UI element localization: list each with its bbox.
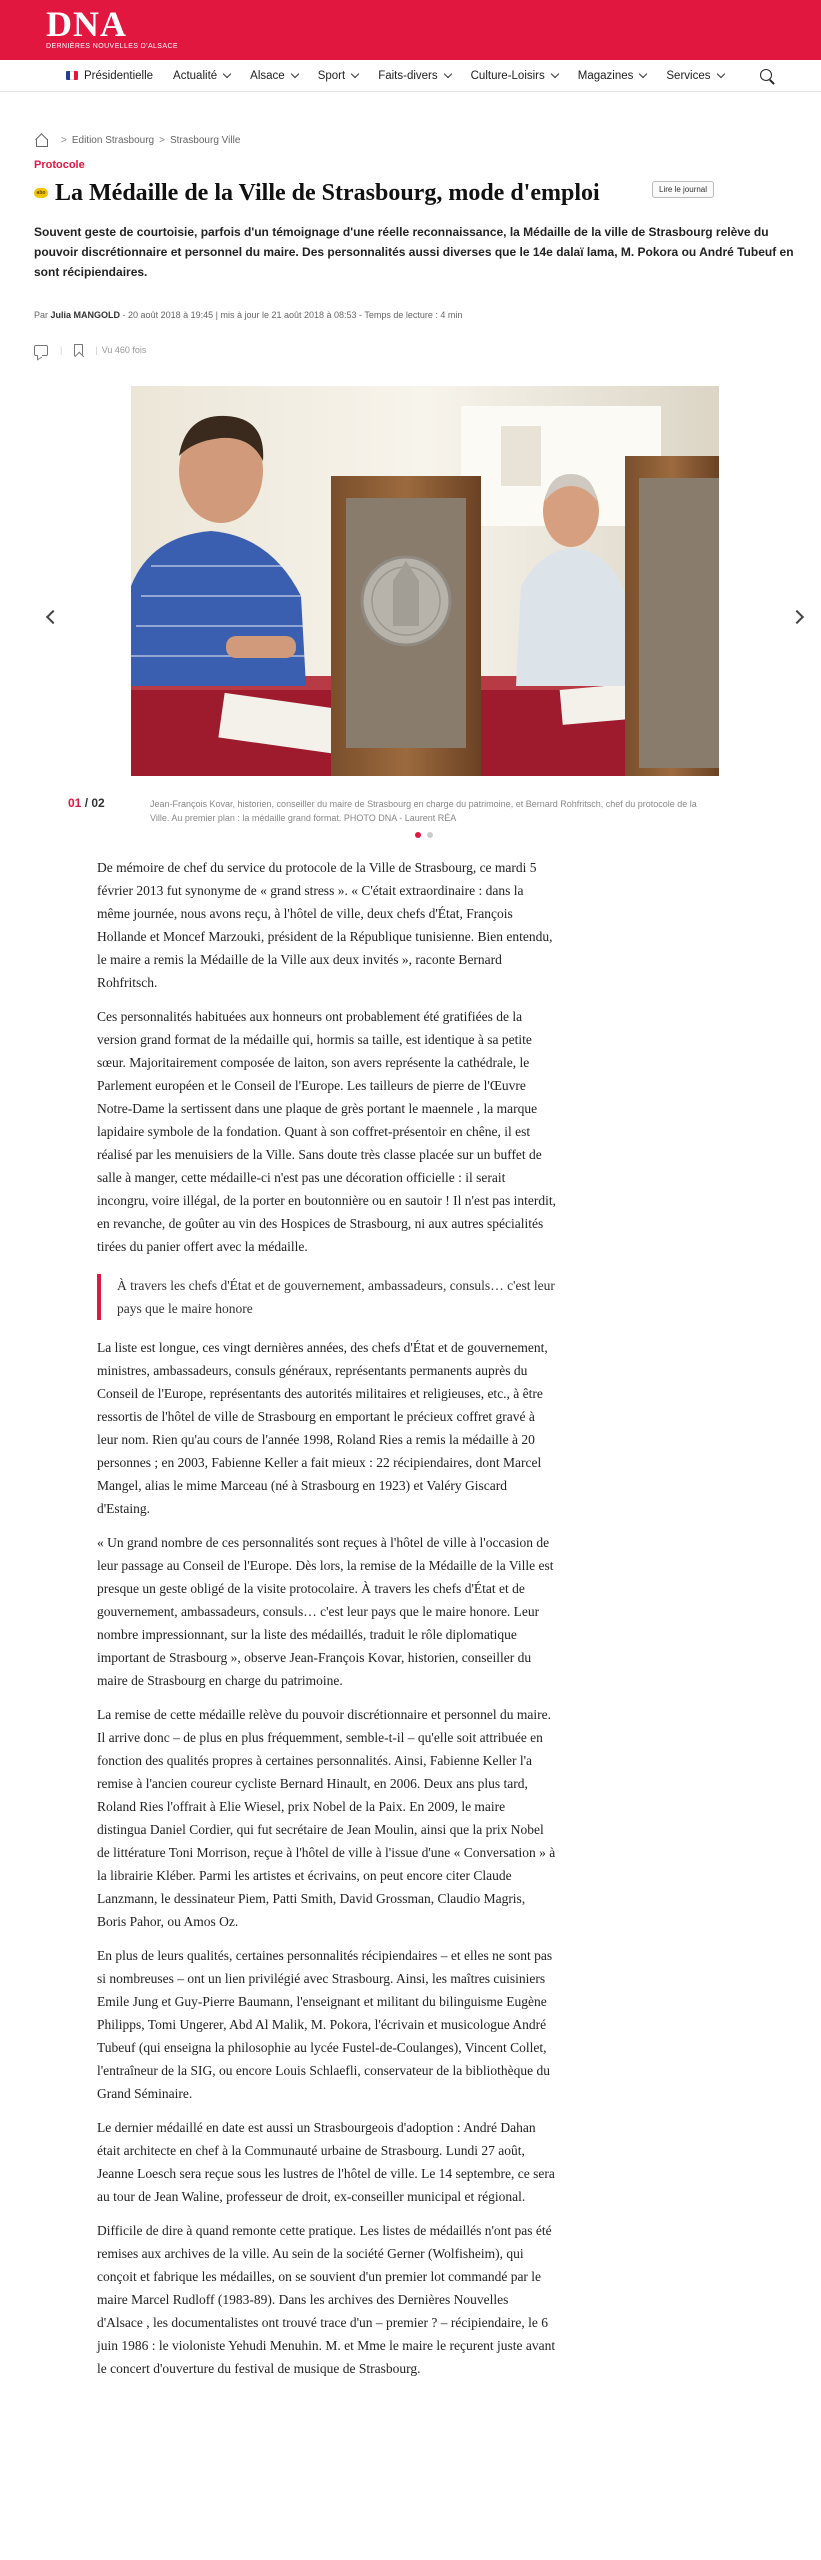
photo-counter — [68, 796, 105, 810]
nav-item-label: Culture-Loisirs — [470, 69, 545, 82]
article-rubric[interactable]: Protocole — [34, 159, 85, 171]
nav-item-label: Présidentielle — [84, 69, 154, 82]
subscriber-badge-icon: abo — [34, 188, 48, 198]
chevron-down-icon — [223, 69, 231, 77]
chevron-down-icon — [639, 69, 647, 77]
nav-item-services[interactable] — [666, 70, 723, 82]
breadcrumb-item-ville[interactable]: Strasbourg Ville — [169, 134, 241, 146]
site-logo[interactable] — [46, 6, 178, 51]
carousel-dots — [412, 832, 436, 838]
carousel-dot[interactable] — [415, 832, 421, 838]
chevron-down-icon — [290, 69, 298, 77]
logo-text: DNA — [46, 4, 127, 44]
bookmark-icon[interactable] — [74, 344, 83, 356]
pull-quote: À travers les chefs d'État et de gouvernement, ambassadeurs, consuls… c'est leur pays que le maire honore — [97, 1274, 557, 1320]
article-paragraph: Le dernier médaillé en date est aussi un Strasbourgeois d'adoption : André Dahan était architecte en chef à la Communauté urbaine de Strasbourg. Lundi 27 août, Jeanne Loesch sera reçue sous les lustres de l'hôtel de ville. Le 14 septembre, ce sera au tour de Jean Waline, professeur de droit, ex-conseiller municipal et régional. — [97, 2120, 555, 2204]
article-byline — [34, 310, 462, 320]
main-nav — [0, 60, 821, 92]
nav-item-culture-loisirs[interactable] — [471, 70, 558, 82]
article-photo[interactable] — [131, 386, 719, 776]
nav-item-label: Services — [666, 69, 711, 82]
article-paragraph: En plus de leurs qualités, certaines personnalités récipiendaires – et elles ne sont pas si nombreuses – ont un lien privilégié avec Strasbourg. Ainsi, les maîtres cuisiniers Emile Jung et Guy-Pierre Baumann, l'enseignant et militant du bilinguisme Eugène Philipps, Tomi Ungerer, Abd Al Malik, M. Pokora, l'écrivain et musicologue André Tubeuf (qui enseigna la philosophie au lycée Fustel-de-Coulanges), Vincent Collet, l'entraîneur de la SIG, ou encore Louis Schlaefli, conservateur de la bibliothèque du Grand Séminaire. — [97, 1948, 553, 2101]
photo-illustration — [131, 386, 719, 776]
nav-item-actualite[interactable] — [173, 70, 230, 82]
chevron-down-icon — [551, 69, 559, 77]
byline-dates: - 20 août 2018 à 19:45 | mis à jour le 21 août 2018 à 08:53 - Temps de lecture : 4 min — [120, 310, 463, 320]
article-paragraph: Ces personnalités habituées aux honneurs ont probablement été gratifiées de la version grand format de la médaille qui, hormis sa taille, est identique à sa petite sœur. Majoritairement composée de laiton, son avers représente la cathédrale, le Parlement européen et le Conseil de l'Europe. Les tailleurs de pierre de l'Œuvre Notre-Dame la sertissent dans une plaque de grès portant le maennele , la marque lapidaire symbole de la fondation. Quant à son coffret-présentoir en chêne, il est réalisé par les menuisiers de la Ville. Sans doute très classe placée sur un buffet de salle à manger, cette médaille-ci n'est pas une décoration officielle : il serait incongru, voire illégal, de la porter en boutonnière ou en sautoir ! Il n'est pas interdit, en revanche, de goûter au vin des Hospices de Strasbourg, ni aux autres spécialités tirées du panier offert avec la médaille. — [97, 1009, 557, 1254]
nav-item-presidentielle[interactable] — [66, 70, 153, 82]
french-flag-icon — [66, 71, 78, 80]
article-body — [97, 856, 557, 2391]
article-paragraph: « Un grand nombre de ces personnalités sont reçues à l'hôtel de ville à l'occasion de leur passage au Conseil de l'Europe. Dès lors, la remise de la Médaille de la Ville est presque un geste obligé de la visite protocolaire. À travers les chefs d'État et de gouvernement, ambassadeurs, consuls… c'est leur pays que le maire honore. Leur nombre impressionnant, sur la liste des médaillés, traduit le rôle diplomatique important de Strasbourg », observe Jean-François Kovar, historien, conseiller du maire de Strasbourg en charge du patrimoine. — [97, 1535, 554, 1688]
carousel-dot[interactable] — [427, 832, 433, 838]
nav-item-label: Sport — [317, 69, 346, 82]
chevron-down-icon — [443, 69, 451, 77]
byline-prefix: Par — [34, 310, 49, 320]
nav-item-faits-divers[interactable] — [378, 70, 450, 82]
top-banner — [0, 0, 821, 60]
article-lead: Souvent geste de courtoisie, parfois d'un témoignage d'une réelle reconnaissance, la Médaille de la ville de Strasbourg relève du pouvoir discrétionnaire et personnel du maire. Des personnalités aussi diverses que le 14e dalaï lama, M. Pokora ou André Tubeuf en sont récipiendaires. — [34, 225, 794, 279]
article-paragraph: Difficile de dire à quand remonte cette pratique. Les listes de médaillés n'ont pas été remises aux archives de la ville. Au sein de la société Gerner (Wolfisheim), qui conçoit et fabrique les médailles, on se souvient d'un premier lot commandé par le maire Marcel Rudloff (1983-89). Dans les archives des Dernières Nouvelles d'Alsace , les documentalistes ont trouvé trace d'un – premier ? – récipiendaire, le 6 juin 1986 : le violoniste Yehudi Menuhin. M. et Mme le maire le reçurent juste avant le concert d'ouverture du festival de musique de Strasbourg. — [97, 2223, 556, 2376]
breadcrumb-separator: > — [159, 134, 165, 146]
read-paper-button[interactable]: Lire le journal — [652, 181, 714, 198]
article-actions — [34, 344, 146, 356]
nav-item-label: Alsace — [250, 69, 285, 82]
photo-counter-total: / 02 — [84, 796, 105, 810]
photo-caption: Jean-François Kovar, historien, conseiller du maire de Strasbourg en charge du patrimoine, et Bernard Rohfritsch, chef du protocole de la Ville. Au premier plan : la médaille grand format. PHOTO DNA - Laurent RÉA — [150, 799, 697, 823]
view-count: Vu 460 fois — [101, 345, 147, 355]
comment-icon[interactable] — [34, 345, 48, 356]
article-paragraph: La liste est longue, ces vingt dernières années, des chefs d'État et de gouvernement, ministres, ambassadeurs, consuls généraux, représentants permanents auprès du Conseil de l'Europe, représentants des autorités militaires et religieuses, etc., à être ressortis de l'hôtel de ville de Strasbourg en emportant le précieux coffret gravé à leur nom. Rien qu'au cours de l'année 1998, Roland Ries a remis la médaille à 20 personnes ; en 2003, Fabienne Keller a fait mieux : 22 récipiendaires, dont Marcel Mangel, alias le mime Marceau (né à Strasbourg en 1923) et Valéry Giscard d'Estaing. — [97, 1340, 548, 1516]
nav-item-label: Faits-divers — [378, 69, 438, 82]
nav-item-label: Actualité — [173, 69, 218, 82]
article-title: La Médaille de la Ville de Strasbourg, mode d'emploi — [55, 180, 600, 206]
carousel-next-button[interactable] — [790, 610, 804, 624]
search-icon[interactable] — [760, 69, 772, 81]
chevron-down-icon — [351, 69, 359, 77]
carousel-prev-button[interactable] — [46, 610, 60, 624]
nav-item-magazines[interactable] — [578, 70, 647, 82]
nav-item-sport[interactable] — [318, 70, 359, 82]
article-paragraph: De mémoire de chef du service du protocole de la Ville de Strasbourg, ce mardi 5 février 2013 fut synonyme de « grand stress ». « C'était extraordinaire : dans la même journée, nous avons reçu, à l'hôtel de ville, deux chefs d'État, François Hollande et Moncef Marzouki, président de la République tunisienne. Bien entendu, le maire a remis la Médaille de la Ville aux deux invités », raconte Bernard Rohfritsch. — [97, 860, 553, 990]
nav-item-label: Magazines — [577, 69, 634, 82]
action-separator: | — [60, 345, 63, 355]
article-paragraph: La remise de cette médaille relève du pouvoir discrétionnaire et personnel du maire. Il arrive donc – de plus en plus fréquemment, semble-t-il – qu'elle soit attribuée en fonction des qualités propres à certaines personnalités. Ainsi, Fabienne Keller l'a remise à l'ancien coureur cycliste Bernard Hinault, en 2006. Deux ans plus tard, Roland Ries l'offrait à Elie Wiesel, prix Nobel de la Paix. En 2009, le maire distingua Daniel Cordier, qui fut secrétaire de Jean Moulin, ainsi que la prix Nobel de littérature Toni Morrison, reçue à l'hôtel de ville à l'issue d'une « Conversation » à la librairie Kléber. Parmi les artistes et écrivains, on peut encore citer Claude Lanzmann, le dessinateur Piem, Patti Smith, David Grossman, Claudio Magris, Boris Pahor, ou Amos Oz. — [97, 1707, 556, 1929]
author-name[interactable]: Julia MANGOLD — [50, 310, 121, 320]
home-icon[interactable] — [34, 134, 48, 146]
breadcrumb-item-edition[interactable]: Edition Strasbourg — [71, 134, 155, 146]
action-separator: | — [95, 345, 98, 355]
logo-subtitle: DERNIÈRES NOUVELLES D'ALSACE — [46, 43, 178, 50]
breadcrumb-separator: > — [61, 134, 67, 146]
breadcrumb — [34, 134, 240, 146]
photo-counter-current: 01 — [68, 796, 82, 810]
chevron-down-icon — [716, 69, 724, 77]
nav-item-alsace[interactable] — [250, 70, 298, 82]
